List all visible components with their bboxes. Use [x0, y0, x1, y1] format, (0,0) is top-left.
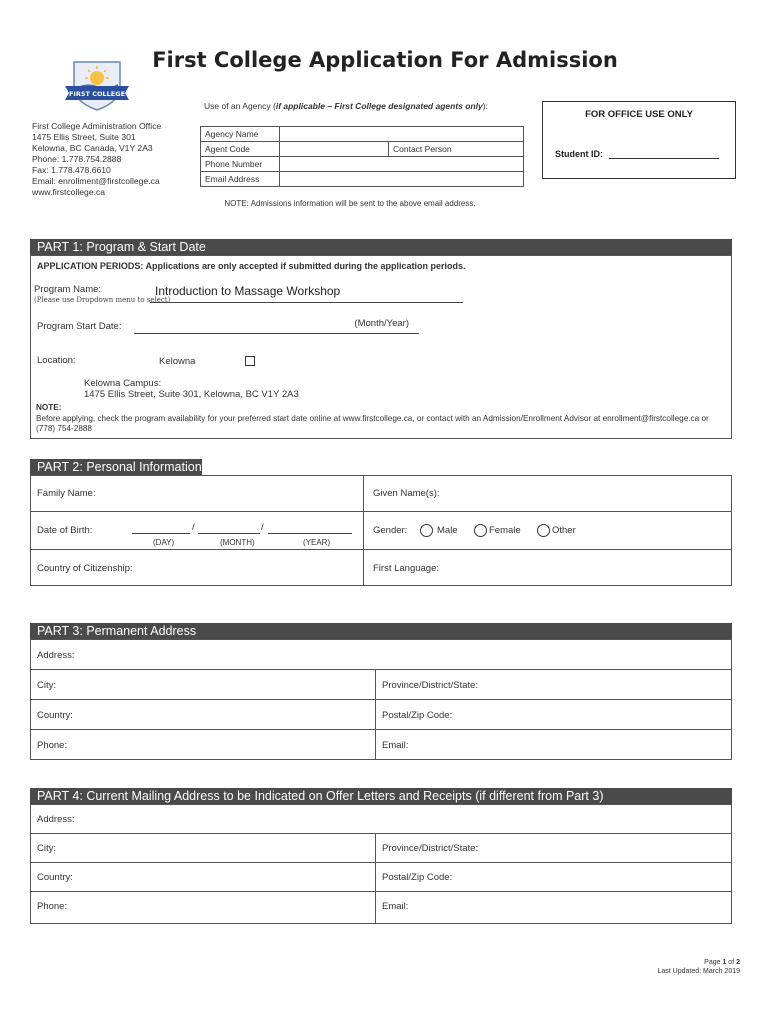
part4-row-line [30, 833, 732, 834]
note-title: NOTE: [36, 403, 62, 412]
dob-separator: / [261, 522, 264, 533]
office-use-title: FOR OFFICE USE ONLY [585, 109, 693, 120]
program-name-dropdown[interactable] [150, 284, 463, 303]
admin-address-block [32, 121, 161, 198]
agency-row [201, 142, 524, 157]
dob-day-hint: (DAY) [153, 538, 175, 547]
mail-phone-label: Phone: [37, 901, 68, 912]
part1-heading: PART 1: Program & Start Date [30, 239, 732, 255]
address-line: Kelowna, BC Canada, V1Y 2A3 [32, 143, 153, 153]
perm-address-label: Address: [37, 650, 75, 661]
agency-row [201, 172, 524, 187]
part4-row-line [30, 862, 732, 863]
family-name-label: Family Name: [37, 488, 96, 499]
agency-note: Use of an Agency (if applicable – First College designated agents only): [204, 101, 488, 111]
mail-city-field[interactable] [60, 837, 370, 858]
location-label: Location: [37, 355, 76, 366]
agency-row [201, 127, 524, 142]
email-address-field[interactable] [280, 172, 524, 187]
email-notice: NOTE: Admissions information will be sent to the above email address. [224, 199, 476, 208]
address-line: Email: enrollment@firstcollege.ca [32, 176, 160, 186]
agent-code-label: Agent Code [201, 142, 280, 157]
page-title: First College Application For Admission [152, 48, 618, 72]
campus-info [84, 378, 299, 400]
first-language-label: First Language: [373, 563, 440, 574]
gender-female-label: Female [489, 525, 521, 536]
given-names-label: Given Name(s): [373, 488, 440, 499]
dob-month-hint: (MONTH) [220, 538, 255, 547]
perm-postal-label: Postal/Zip Code: [382, 710, 453, 721]
location-kelowna-checkbox[interactable] [245, 356, 255, 366]
gender-male-radio[interactable] [420, 524, 433, 537]
dob-separator: / [192, 522, 195, 533]
gender-other-label: Other [552, 525, 576, 536]
agency-name-field[interactable] [280, 127, 524, 142]
student-id-label: Student ID: [555, 149, 603, 159]
address-line: 1475 Ellis Street, Suite 301 [32, 132, 136, 142]
perm-country-label: Country: [37, 710, 73, 721]
address-line: First College Administration Office [32, 121, 162, 131]
part3-heading: PART 3: Permanent Address [30, 623, 732, 639]
location-kelowna: Kelowna [159, 356, 196, 367]
start-date-hint: (Month/Year) [354, 318, 409, 329]
gender-male-label: Male [437, 525, 458, 536]
mail-address-field[interactable] [80, 809, 725, 829]
dob-year-field[interactable] [268, 523, 352, 534]
citizenship-label: Country of Citizenship: [37, 563, 133, 574]
perm-city-label: City: [37, 680, 56, 691]
perm-province-label: Province/District/State: [382, 680, 479, 691]
application-periods-text: APPLICATION PERIODS: Applications are only accepted if submitted during the application periods. [37, 261, 466, 271]
perm-postal-field[interactable] [455, 703, 725, 725]
page-footer [658, 958, 741, 976]
contact-person-label: Contact Person [393, 144, 452, 154]
given-names-field[interactable] [373, 498, 723, 510]
agency-table [200, 126, 524, 187]
perm-city-field[interactable] [60, 673, 370, 695]
campus-title: Kelowna Campus: [84, 378, 162, 389]
part2-divider [363, 475, 364, 585]
part3-row-line [30, 669, 732, 670]
mail-postal-label: Postal/Zip Code: [382, 872, 453, 883]
address-line: www.firstcollege.ca [32, 187, 106, 197]
mail-country-label: Country: [37, 872, 73, 883]
dob-year-hint: (YEAR) [303, 538, 331, 547]
perm-address-field[interactable] [80, 645, 725, 665]
phone-number-label: Phone Number [201, 157, 280, 172]
mail-city-label: City: [37, 843, 56, 854]
perm-email-label: Email: [382, 740, 409, 751]
contact-person-field[interactable] [389, 142, 524, 157]
address-line: Fax: 1.778.478.6610 [32, 165, 111, 175]
mail-province-field[interactable] [480, 837, 725, 858]
part3-divider [375, 669, 376, 759]
part2-row-line [30, 511, 732, 512]
citizenship-field[interactable] [40, 572, 360, 583]
page-number: Page 1 of 2 [704, 959, 740, 966]
office-use-box [542, 101, 736, 179]
gender-female-radio[interactable] [474, 524, 487, 537]
campus-address: 1475 Ellis Street, Suite 301, Kelowna, BC V1Y 2A3 [84, 389, 299, 400]
start-date-field[interactable] [134, 317, 419, 334]
address-line: Phone: 1.778.754.2888 [32, 154, 122, 164]
family-name-field[interactable] [40, 498, 360, 510]
last-updated: Last Updated: March 2019 [657, 968, 740, 975]
perm-country-field[interactable] [75, 703, 370, 725]
logo-text: FIRST COLLEGE [68, 90, 126, 98]
mail-postal-field[interactable] [455, 866, 725, 887]
mail-address-label: Address: [37, 814, 75, 825]
start-date-label: Program Start Date: [37, 321, 122, 332]
perm-province-field[interactable] [480, 673, 725, 695]
part1-note [36, 403, 726, 435]
dob-day-field[interactable] [132, 523, 190, 534]
college-logo [62, 56, 132, 112]
agent-code-field[interactable] [280, 142, 389, 157]
agency-name-label: Agency Name [201, 127, 280, 142]
dob-label: Date of Birth: [37, 525, 93, 536]
perm-phone-label: Phone: [37, 740, 68, 751]
mail-email-field[interactable] [412, 895, 725, 916]
first-language-field[interactable] [373, 572, 723, 583]
gender-label: Gender: [373, 525, 408, 536]
part2-row-line [30, 549, 732, 550]
program-name-hint: (Please use Dropdown menu to select) [34, 296, 171, 304]
mail-phone-field[interactable] [70, 895, 370, 916]
part4-row-line [30, 891, 732, 892]
mail-province-label: Province/District/State: [382, 843, 479, 854]
program-name-label: Program Name: [34, 284, 102, 295]
mail-email-label: Email: [382, 901, 409, 912]
gender-other-radio[interactable] [537, 524, 550, 537]
phone-number-field[interactable] [280, 157, 524, 172]
part2-heading: PART 2: Personal Information [30, 459, 202, 475]
agency-row [201, 157, 524, 172]
part3-row-line [30, 729, 732, 730]
perm-email-field[interactable] [412, 733, 725, 755]
dob-month-field[interactable] [198, 523, 260, 534]
student-id-field[interactable] [609, 158, 719, 159]
part4-heading: PART 4: Current Mailing Address to be Indicated on Offer Letters and Receipts (if different from Part 3) [30, 788, 732, 804]
email-address-label: Email Address [201, 172, 280, 187]
part4-divider [375, 833, 376, 923]
program-name-value: Introduction to Massage Workshop [155, 284, 341, 298]
part3-row-line [30, 699, 732, 700]
note-text: Before applying, check the program availability for your preferred start date online at www.firstcollege.ca, or contact with an Admission/Enrollment Advisor at enrollment@firstcollege.ca or (778) 754-2888 [36, 413, 709, 433]
perm-phone-field[interactable] [70, 733, 370, 755]
mail-country-field[interactable] [75, 866, 370, 887]
